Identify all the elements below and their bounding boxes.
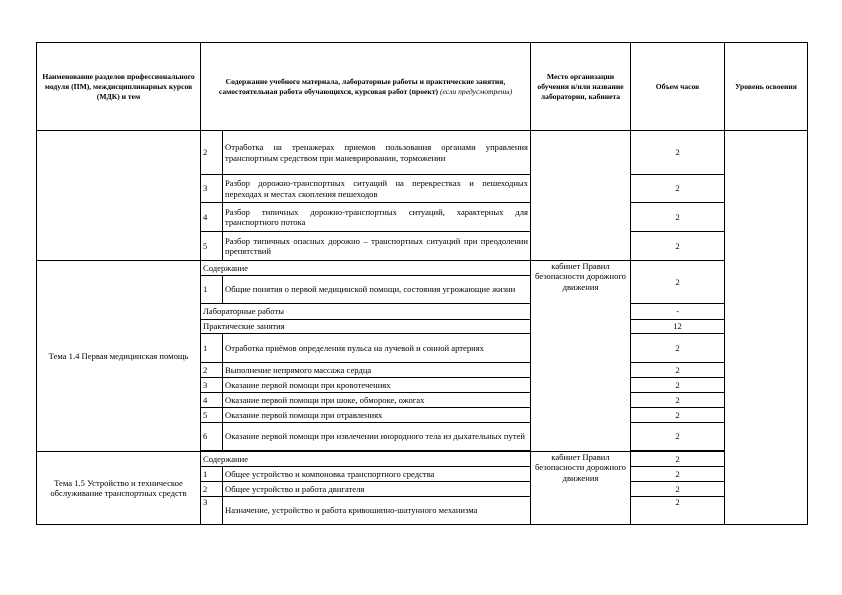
table-header-row	[37, 43, 808, 131]
practice-label: Практические занятия	[201, 320, 531, 334]
topic-1-5-title: Тема 1.5 Устройство и техническое обслуживание транспортных средств	[37, 452, 201, 525]
row-text: Отработка приёмов определения пульса на лучевой и сонной артериях	[223, 334, 531, 363]
row-number: 2	[201, 482, 223, 497]
row-number: 1	[201, 334, 223, 363]
row-hours: 2	[631, 423, 725, 451]
row-text: Общее устройство и работа двигателя	[223, 482, 531, 497]
row-hours: 2	[631, 261, 725, 304]
content-label: Содержание	[201, 452, 531, 467]
row-number: 2	[201, 131, 223, 175]
row-number: 4	[201, 203, 223, 232]
row-hours: 2	[631, 232, 725, 261]
row-number: 5	[201, 232, 223, 261]
row-number: 4	[201, 393, 223, 408]
row-text: Общее устройство и компоновка транспортного средства	[223, 467, 531, 482]
lab-hours: -	[631, 304, 725, 320]
row-text: Оказание первой помощи при шоке, обмороке, ожогах	[223, 393, 531, 408]
level-cell-empty	[725, 131, 808, 525]
row-text: Общие понятия о первой медицинской помощи, состояния угрожающие жизни	[223, 276, 531, 304]
row-hours: 2	[631, 131, 725, 175]
curriculum-table	[36, 42, 808, 525]
table-row	[37, 452, 808, 467]
header-sections: Наименование разделов профессионального модуля (ПМ), междисциплинарных курсов (МДК) и тем	[37, 43, 201, 131]
practice-hours: 12	[631, 320, 725, 334]
content-label: Содержание	[201, 261, 531, 276]
table-row	[37, 261, 808, 276]
row-text: Отработка на тренажерах приемов пользования органами управления транспортным средством при маневрировании, торможении	[223, 131, 531, 175]
row-hours: 2	[631, 175, 725, 203]
row-number: 1	[201, 276, 223, 304]
row-number: 3	[201, 497, 223, 525]
topic-1-4-title: Тема 1.4 Первая медицинская помощь	[37, 261, 201, 452]
header-content	[201, 43, 531, 131]
row-hours: 2	[631, 334, 725, 363]
header-level: Уровень освоения	[725, 43, 808, 131]
topic-1-5-place: кабинет Правил безопасности дорожного движения	[531, 452, 631, 525]
row-number: 5	[201, 408, 223, 423]
header-content-main: Содержание учебного материала, лабораторные работы и практические занятия, самостоятельная работа обучающихся, курсовая работ (проект)	[218, 76, 506, 96]
row-text: Разбор типичных опасных дорожно – транспортных ситуаций при преодолении препятствий	[223, 232, 531, 261]
row-hours: 2	[631, 497, 725, 525]
row-text: Оказание первой помощи при отравлениях	[223, 408, 531, 423]
row-hours: 2	[631, 378, 725, 393]
row-hours: 2	[631, 203, 725, 232]
topic-1-4-place: кабинет Правил безопасности дорожного движения	[531, 261, 631, 452]
row-hours: 2	[631, 467, 725, 482]
lab-label: Лабораторные работы	[201, 304, 531, 320]
row-text: Назначение, устройство и работа кривошипно-шатунного механизма	[223, 497, 531, 525]
row-hours: 2	[631, 393, 725, 408]
row-hours: 2	[631, 482, 725, 497]
row-text: Разбор дорожно-транспортных ситуаций на перекрестках и пешеходных переходах и местах скопления пешеходов	[223, 175, 531, 203]
header-place: Место организации обучения н/или название лаборатории, кабинета	[531, 43, 631, 131]
row-hours: 2	[631, 363, 725, 378]
place-cell-empty	[531, 131, 631, 261]
header-hours: Объем часов	[631, 43, 725, 131]
row-text: Разбор типичных дорожно-транспортных ситуаций, характерных для транспортного потока	[223, 203, 531, 232]
row-number: 1	[201, 467, 223, 482]
header-content-note: (если предусмотрены)	[439, 86, 513, 96]
row-number: 3	[201, 175, 223, 203]
row-hours: 2	[631, 408, 725, 423]
row-number: 2	[201, 363, 223, 378]
row-text: Оказание первой помощи при кровотечениях	[223, 378, 531, 393]
row-text: Оказание первой помощи при извлечении инородного тела из дыхательных путей	[223, 423, 531, 451]
row-number: 3	[201, 378, 223, 393]
section-cell-empty	[37, 131, 201, 261]
row-number: 6	[201, 423, 223, 451]
row-text: Выполнение непрямого массажа сердца	[223, 363, 531, 378]
content-hours: 2	[631, 452, 725, 467]
table-row	[37, 131, 808, 175]
